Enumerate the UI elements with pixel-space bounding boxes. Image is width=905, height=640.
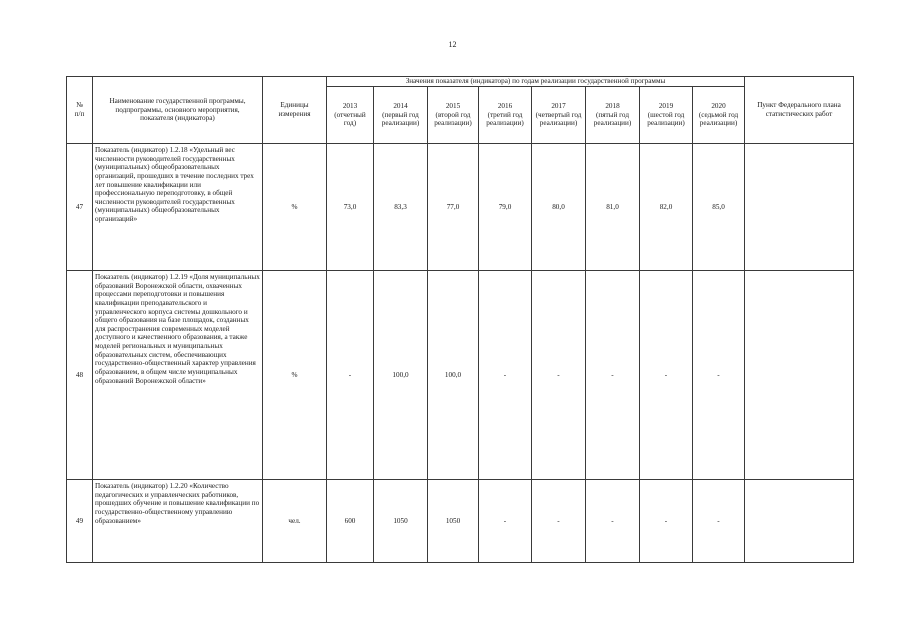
table-row	[67, 480, 854, 563]
header-year-sub: (шестой год реализации)	[647, 110, 685, 128]
row-value: -	[586, 480, 640, 563]
row-value: 85,0	[693, 144, 745, 271]
row-value: -	[586, 271, 640, 480]
row-value: 80,0	[532, 144, 586, 271]
header-year-sub: (третий год реализации)	[486, 110, 524, 128]
row-value: -	[532, 480, 586, 563]
header-year: 2015	[445, 102, 461, 111]
header-year: 2016	[497, 102, 513, 111]
row-value: 79,0	[479, 144, 532, 271]
row-value: 82,0	[640, 144, 693, 271]
header-year-cell	[586, 87, 640, 144]
row-value: 73,0	[327, 144, 374, 271]
row-value: -	[640, 480, 693, 563]
table-row	[67, 144, 854, 271]
row-num: 47	[67, 144, 93, 271]
table-row	[67, 271, 854, 480]
row-name: Показатель (индикатор) 1.2.18 «Удельный вес численности руководителей государственных (муниципальных) общеобразовательных организаций, прошедших в течение последних трех лет повышение квалификации или профессиональную переподготовку, в общей численности руководителей государственных (муниципальных) общеобразовательных организаций»	[93, 144, 263, 271]
header-unit: Единицы измерения	[263, 77, 327, 144]
row-plan	[745, 144, 854, 271]
row-plan	[745, 271, 854, 480]
row-plan	[745, 480, 854, 563]
row-value: 1050	[428, 480, 479, 563]
header-year: 2019	[658, 102, 674, 111]
header-row-top	[67, 77, 854, 87]
row-unit: %	[263, 271, 327, 480]
header-num: № п/п	[67, 77, 93, 144]
header-name: Наименование государственной программы, подпрограммы, основного мероприятия, показателя (индикатора)	[93, 77, 263, 144]
header-year-sub: (четвертый год реализации)	[535, 110, 582, 128]
row-value: -	[479, 271, 532, 480]
header-year-sub: (пятый год реализации)	[593, 110, 632, 128]
header-year-cell	[532, 87, 586, 144]
indicators-table	[66, 76, 854, 563]
row-value: -	[640, 271, 693, 480]
row-name: Показатель (индикатор) 1.2.19 «Доля муниципальных образований Воронежской области, охваченных процессами переподготовки и повышения квалификации преподавательского и управленческого корпуса системы дошкольного и общего образования на базе площадок, созданных для распространения современных моделей доступного и качественного образования, а также моделей региональных и муниципальных образовательных систем, обеспечивающих государственно-общественный характер управления образованием, в общем числе муниципальных образований Воронежской области»	[93, 271, 263, 480]
row-unit: чел.	[263, 480, 327, 563]
header-year: 2018	[605, 102, 620, 111]
row-value: 83,3	[374, 144, 428, 271]
header-year-cell	[374, 87, 428, 144]
row-name: Показатель (индикатор) 1.2.20 «Количество педагогических и управленческих работников, прошедших обучение и повышение квалификации по государственно-общественному управлению образованием»	[93, 480, 263, 563]
header-year-cell	[428, 87, 479, 144]
header-year-cell	[479, 87, 532, 144]
header-year: 2014	[393, 102, 408, 111]
row-value: -	[327, 271, 374, 480]
row-num: 48	[67, 271, 93, 480]
header-year: 2020	[711, 102, 726, 111]
row-unit: %	[263, 144, 327, 271]
row-value: -	[532, 271, 586, 480]
header-year: 2013	[342, 102, 358, 111]
header-year-sub: (седьмой год реализации)	[698, 110, 739, 128]
row-value: 600	[327, 480, 374, 563]
row-value: 77,0	[428, 144, 479, 271]
header-group: Значения показателя (индикатора) по годам реализации государственной программы	[327, 77, 745, 87]
row-value: 100,0	[374, 271, 428, 480]
page-number: 12	[448, 40, 457, 49]
header-year-sub: (второй год реализации)	[434, 110, 472, 128]
header-year-cell	[640, 87, 693, 144]
row-value: 81,0	[586, 144, 640, 271]
header-year-sub: (отчетный год)	[334, 110, 366, 128]
row-value: -	[693, 271, 745, 480]
row-value: -	[693, 480, 745, 563]
header-year: 2017	[551, 102, 566, 111]
row-value: 1050	[374, 480, 428, 563]
row-value: -	[479, 480, 532, 563]
row-num: 49	[67, 480, 93, 563]
row-value: 100,0	[428, 271, 479, 480]
header-year-sub: (первый год реализации)	[381, 110, 420, 128]
header-year-cell	[327, 87, 374, 144]
header-plan: Пункт Федерального плана статистических работ	[745, 77, 854, 144]
header-year-cell	[693, 87, 745, 144]
